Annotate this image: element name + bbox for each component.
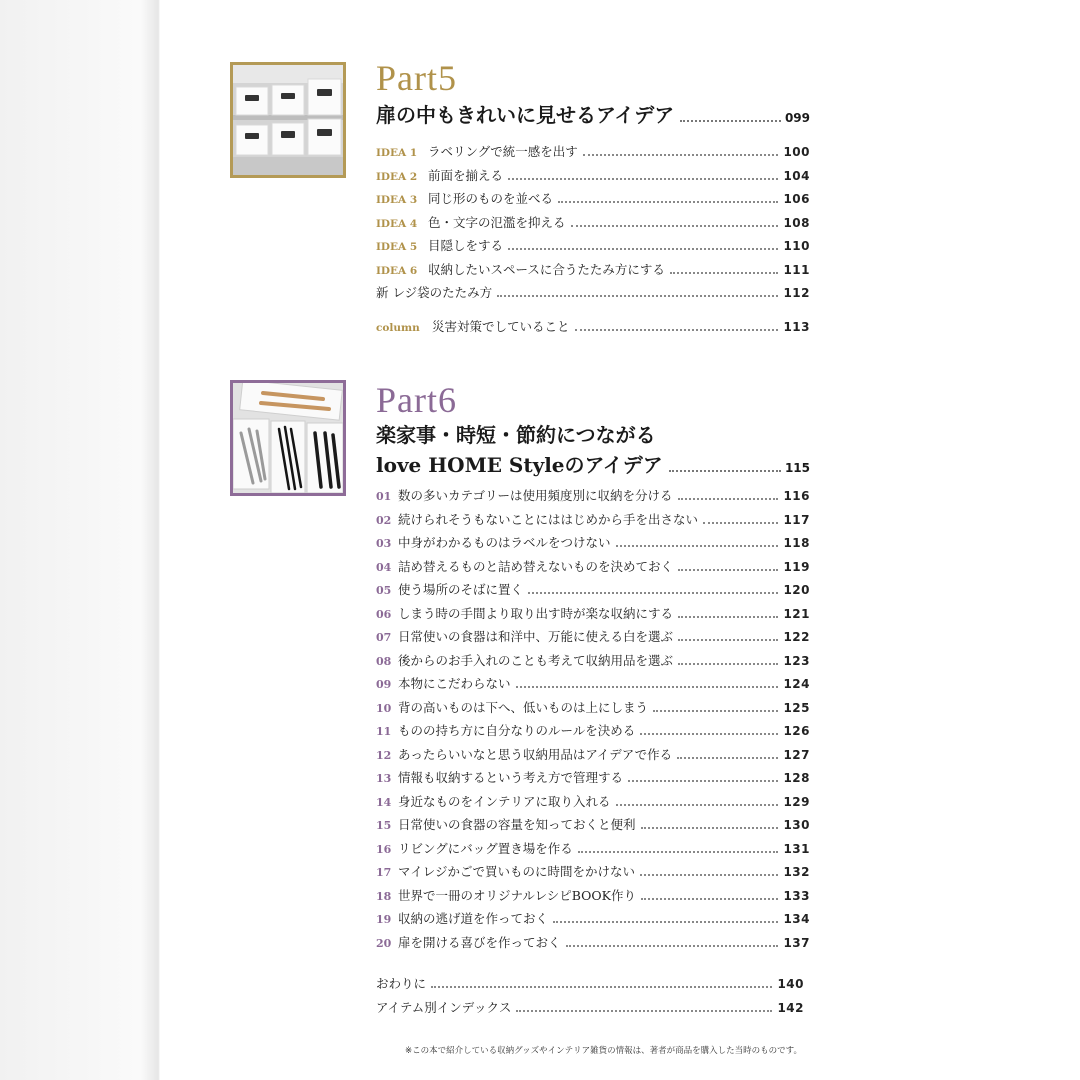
toc-entry[interactable]: 19 収納の逃げ道を作っておく 134 bbox=[376, 911, 810, 926]
toc-entry[interactable]: IDEA 4 色・文字の氾濫を抑える 108 bbox=[376, 214, 810, 230]
part6-title-line1: 楽家事・時短・節約につながる bbox=[376, 423, 656, 447]
toc-entry[interactable]: IDEA 3 同じ形のものを並べる 106 bbox=[376, 191, 810, 206]
leader-dots bbox=[680, 120, 781, 122]
storage-boxes-illustration bbox=[233, 65, 343, 175]
ending-toc bbox=[376, 974, 804, 1021]
toc-entry[interactable]: 15 日常使いの食器の容量を知っておくと便利 130 bbox=[376, 817, 810, 832]
toc-entry-ending[interactable]: アイテム別インデックス 142 bbox=[376, 999, 804, 1015]
toc-entry[interactable]: IDEA 2 前面を揃える 104 bbox=[376, 167, 810, 183]
leader-dots bbox=[669, 470, 781, 472]
toc-entry[interactable]: IDEA 5 目隠しをする 110 bbox=[376, 238, 810, 253]
white-storage-boxes-photo-icon bbox=[230, 62, 346, 178]
toc-entry[interactable]: 03 中身がわかるものはラベルをつけない 118 bbox=[376, 535, 810, 550]
part5-title[interactable] bbox=[376, 100, 810, 133]
toc-entry[interactable]: 01 数の多いカテゴリーは使用頻度別に収納を分ける 116 bbox=[376, 488, 810, 503]
part5-section bbox=[230, 58, 810, 342]
part6-title[interactable] bbox=[376, 420, 810, 483]
part5-title-text: 扉の中もきれいに見せるアイデア bbox=[376, 103, 675, 127]
toc-entry[interactable]: 18 世界で一冊のオリジナルレシピBOOK作り 133 bbox=[376, 887, 810, 903]
toc-entry[interactable]: 07 日常使いの食器は和洋中、万能に使える白を選ぶ 122 bbox=[376, 629, 810, 644]
part6-section bbox=[230, 380, 810, 960]
part6-title-page: 115 bbox=[784, 461, 810, 475]
toc-entry[interactable]: 10 背の高いものは下へ、低いものは上にしまう 125 bbox=[376, 699, 810, 715]
toc-entry[interactable]: 12 あったらいいなと思う収納用品はアイデアで作る 127 bbox=[376, 746, 810, 762]
toc-entry[interactable]: 14 身近なものをインテリアに取り入れる 129 bbox=[376, 793, 810, 809]
toc-entry[interactable]: 05 使う場所のそばに置く 120 bbox=[376, 582, 810, 597]
toc-entry[interactable]: IDEA 6 収納したいスペースに合うたたみ方にする 111 bbox=[376, 261, 810, 277]
toc-entry-extra[interactable]: 新 レジ袋のたたみ方 112 bbox=[376, 285, 810, 300]
part6-label: Part6 bbox=[376, 380, 457, 420]
toc-entry[interactable]: 08 後からのお手入れのことも考えて収納用品を選ぶ 123 bbox=[376, 652, 810, 668]
toc-entry[interactable]: 11 ものの持ち方に自分なりのルールを決める 126 bbox=[376, 723, 810, 738]
part6-toc bbox=[376, 486, 810, 956]
toc-entry-ending[interactable]: おわりに 140 bbox=[376, 976, 804, 991]
cutlery-drawer-illustration bbox=[233, 383, 343, 493]
toc-entry[interactable]: 06 しまう時の手間より取り出す時が楽な収納にする 121 bbox=[376, 605, 810, 621]
toc-entry-column[interactable]: column 災害対策でしていること 113 bbox=[376, 318, 810, 334]
part5-label: Part5 bbox=[376, 58, 457, 98]
toc-entry[interactable]: 02 続けられそうもないことにははじめから手を出さない 117 bbox=[376, 511, 810, 527]
toc-entry[interactable]: 16 リビングにバッグ置き場を作る 131 bbox=[376, 840, 810, 856]
toc-entry[interactable]: 13 情報も収納するという考え方で管理する 128 bbox=[376, 770, 810, 785]
page-gutter-shadow bbox=[0, 0, 160, 1080]
toc-entry[interactable]: 17 マイレジかごで買いものに時間をかけない 132 bbox=[376, 864, 810, 879]
part5-title-page: 099 bbox=[784, 111, 810, 125]
toc-entry[interactable]: 04 詰め替えるものと詰め替えないものを決めておく 119 bbox=[376, 558, 810, 574]
toc-entry[interactable]: 20 扉を開ける喜びを作っておく 137 bbox=[376, 934, 810, 950]
toc-entry[interactable]: IDEA 1 ラベリングで統一感を出す 100 bbox=[376, 144, 810, 159]
footnote: ※この本で紹介している収納グッズやインテリア雑貨の情報は、著者が商品を購入した当時のものです。 bbox=[404, 1046, 802, 1056]
cutlery-drawer-photo-icon bbox=[230, 380, 346, 496]
toc-entry[interactable]: 09 本物にこだわらない 124 bbox=[376, 676, 810, 691]
part5-toc bbox=[376, 142, 810, 340]
part6-title-line2: love HOME Styleのアイデア bbox=[376, 453, 663, 477]
